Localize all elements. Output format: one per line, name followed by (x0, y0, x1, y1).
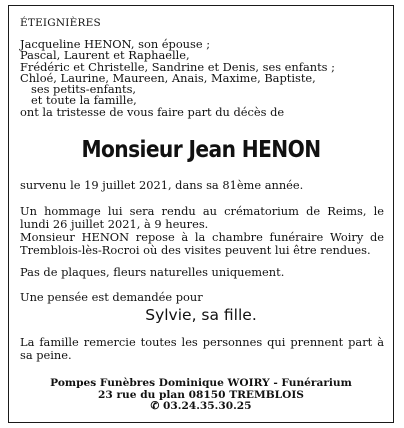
family-line: Pascal, Laurent et Raphaelle, (20, 48, 190, 63)
ceremony-line: Un hommage lui sera rendu au crématorium de Reims, le (20, 204, 384, 218)
thought-paragraph (20, 291, 384, 304)
ceremony-line: lundi 26 juillet 2021, à 9 heures. (20, 217, 209, 231)
thanks-line: La famille remercie toutes les personnes qui prennent part à (20, 335, 384, 349)
funeral-home-address: 23 rue du plan 08150 TREMBLOIS (98, 388, 304, 401)
flowers-paragraph (20, 266, 384, 279)
family-line: Frédéric et Christelle, Sandrine et Denis, ses enfants ; (20, 59, 335, 74)
death-paragraph (20, 179, 384, 192)
ceremony-line: Tremblois-lès-Rocroi où des visites peuvent lui être rendues. (20, 243, 371, 257)
funeral-home-phone: ✆ 03.24.35.30.25 (150, 400, 252, 413)
flowers-line: Pas de plaques, fleurs naturelles uniquement. (20, 265, 285, 279)
ceremony-paragraph (20, 205, 384, 257)
thanks-paragraph (20, 336, 384, 362)
family-list (20, 39, 386, 118)
ceremony-line: Monsieur HENON repose à la chambre funéraire Woiry de (20, 230, 384, 244)
funeral-home-name: Pompes Funèbres Dominique WOIRY - Funérarium (50, 377, 352, 389)
family-line: ses petits-enfants, (31, 82, 137, 97)
town-heading: ÉTEIGNIÈRES (20, 17, 101, 29)
family-line: Jacqueline HENON, son épouse ; (20, 37, 211, 51)
family-line: Chloé, Laurine, Maureen, Anais, Maxime, Baptiste, (20, 70, 316, 85)
death-line: survenu le 19 juillet 2021, dans sa 81ème année. (20, 178, 304, 192)
deceased-name: Monsieur Jean HENON (81, 135, 321, 163)
family-line: et toute la famille, (31, 93, 137, 108)
funeral-home-block (9, 378, 393, 413)
thought-line: Une pensée est demandée pour (20, 290, 203, 304)
family-line: ont la tristesse de vous faire part du décès de (20, 104, 285, 119)
signature: Sylvie, sa fille. (145, 306, 257, 324)
obituary-notice (8, 5, 394, 423)
thanks-line: sa peine. (20, 348, 72, 362)
